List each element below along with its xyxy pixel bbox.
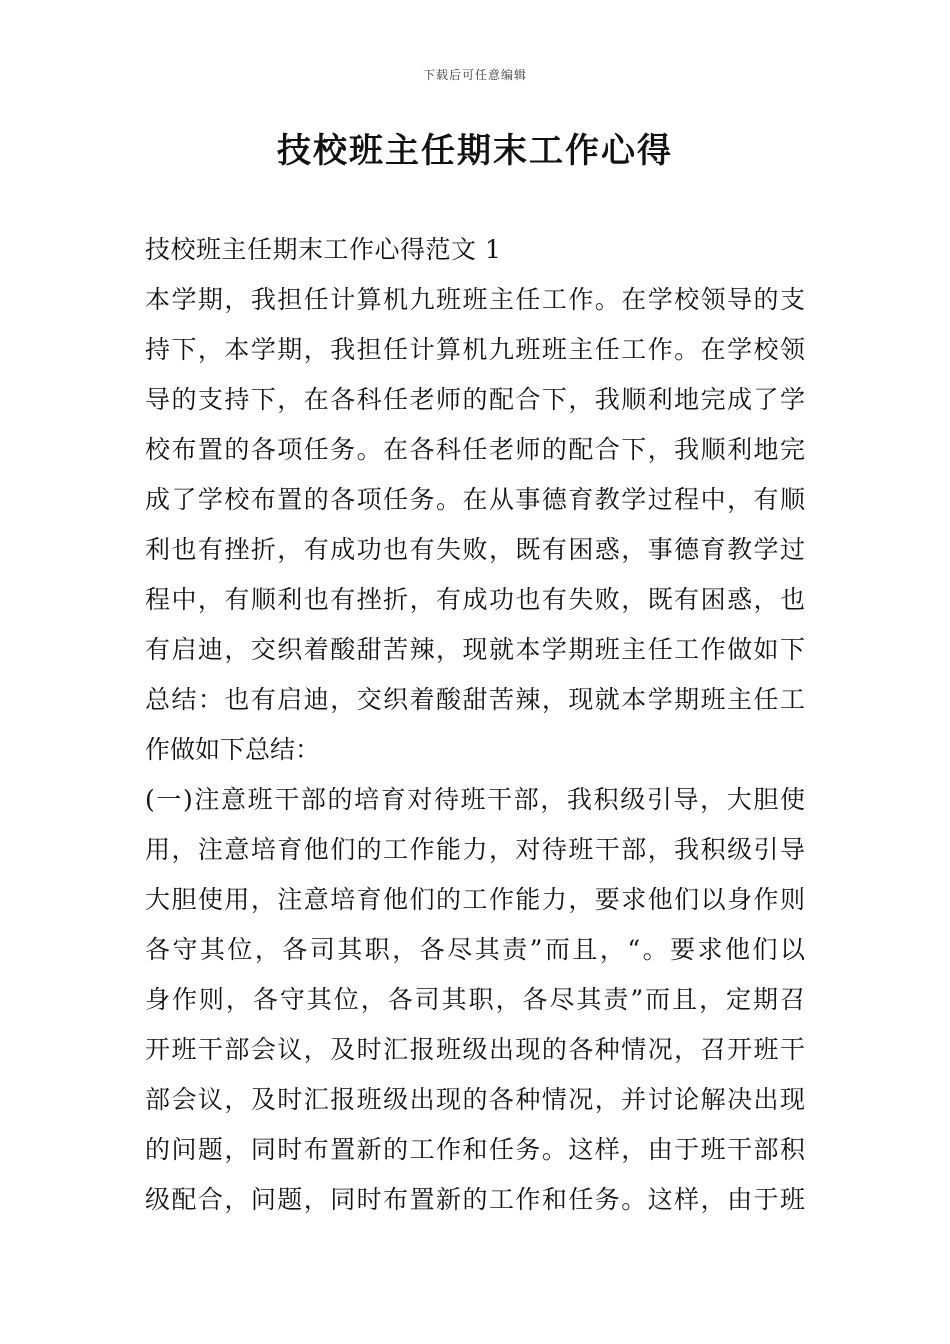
body-line: 的问题，同时布置新的工作和任务。这样，由于班干部积: [145, 1135, 805, 1164]
body-line: 级配合，问题，同时布置新的工作和任务。这样，由于班: [145, 1185, 805, 1214]
body-line: 用，注意培育他们的工作能力，对待班干部，我积级引导: [145, 835, 805, 864]
body-line: 程中，有顺利也有挫折，有成功也有失败，既有困惑，也: [145, 585, 805, 614]
body-line: 本学期，我担任计算机九班班主任工作。在学校领导的支: [145, 285, 805, 314]
body-line: 有启迪，交织着酸甜苦辣，现就本学期班主任工作做如下: [145, 635, 805, 664]
body-line: 身作则，各守其位，各司其职，各尽其责”而且，定期召: [145, 985, 805, 1014]
header-note: 下载后可任意编辑: [422, 68, 527, 82]
body-line: (一)注意班干部的培育对待班干部，我积级引导，大胆使: [145, 785, 805, 814]
document-title: 技校班主任期末工作心得: [277, 131, 673, 171]
body-line: 部会议，及时汇报班级出现的各种情况，并讨论解决出现: [145, 1085, 805, 1114]
document-body: [145, 230, 805, 1230]
body-line: 成了学校布置的各项任务。在从事德育教学过程中，有顺: [145, 485, 805, 514]
body-line: 各守其位，各司其职，各尽其责”而且，“。要求他们以: [145, 935, 805, 964]
body-line: 开班干部会议，及时汇报班级出现的各种情况，召开班干: [145, 1035, 805, 1064]
body-line: 利也有挫折，有成功也有失败，既有困惑，事德育教学过: [145, 535, 805, 564]
body-line: 持下，本学期，我担任计算机九班班主任工作。在学校领: [145, 335, 805, 364]
section-subheading: 技校班主任期末工作心得范文 1: [145, 235, 502, 264]
body-line: 导的支持下，在各科任老师的配合下，我顺利地完成了学: [145, 385, 805, 414]
body-line: 总结：也有启迪，交织着酸甜苦辣，现就本学期班主任工: [145, 685, 805, 714]
body-line: 大胆使用，注意培育他们的工作能力，要求他们以身作则: [145, 885, 805, 914]
body-line: 作做如下总结：: [145, 735, 321, 764]
body-line: 校布置的各项任务。在各科任老师的配合下，我顺利地完: [145, 435, 805, 464]
